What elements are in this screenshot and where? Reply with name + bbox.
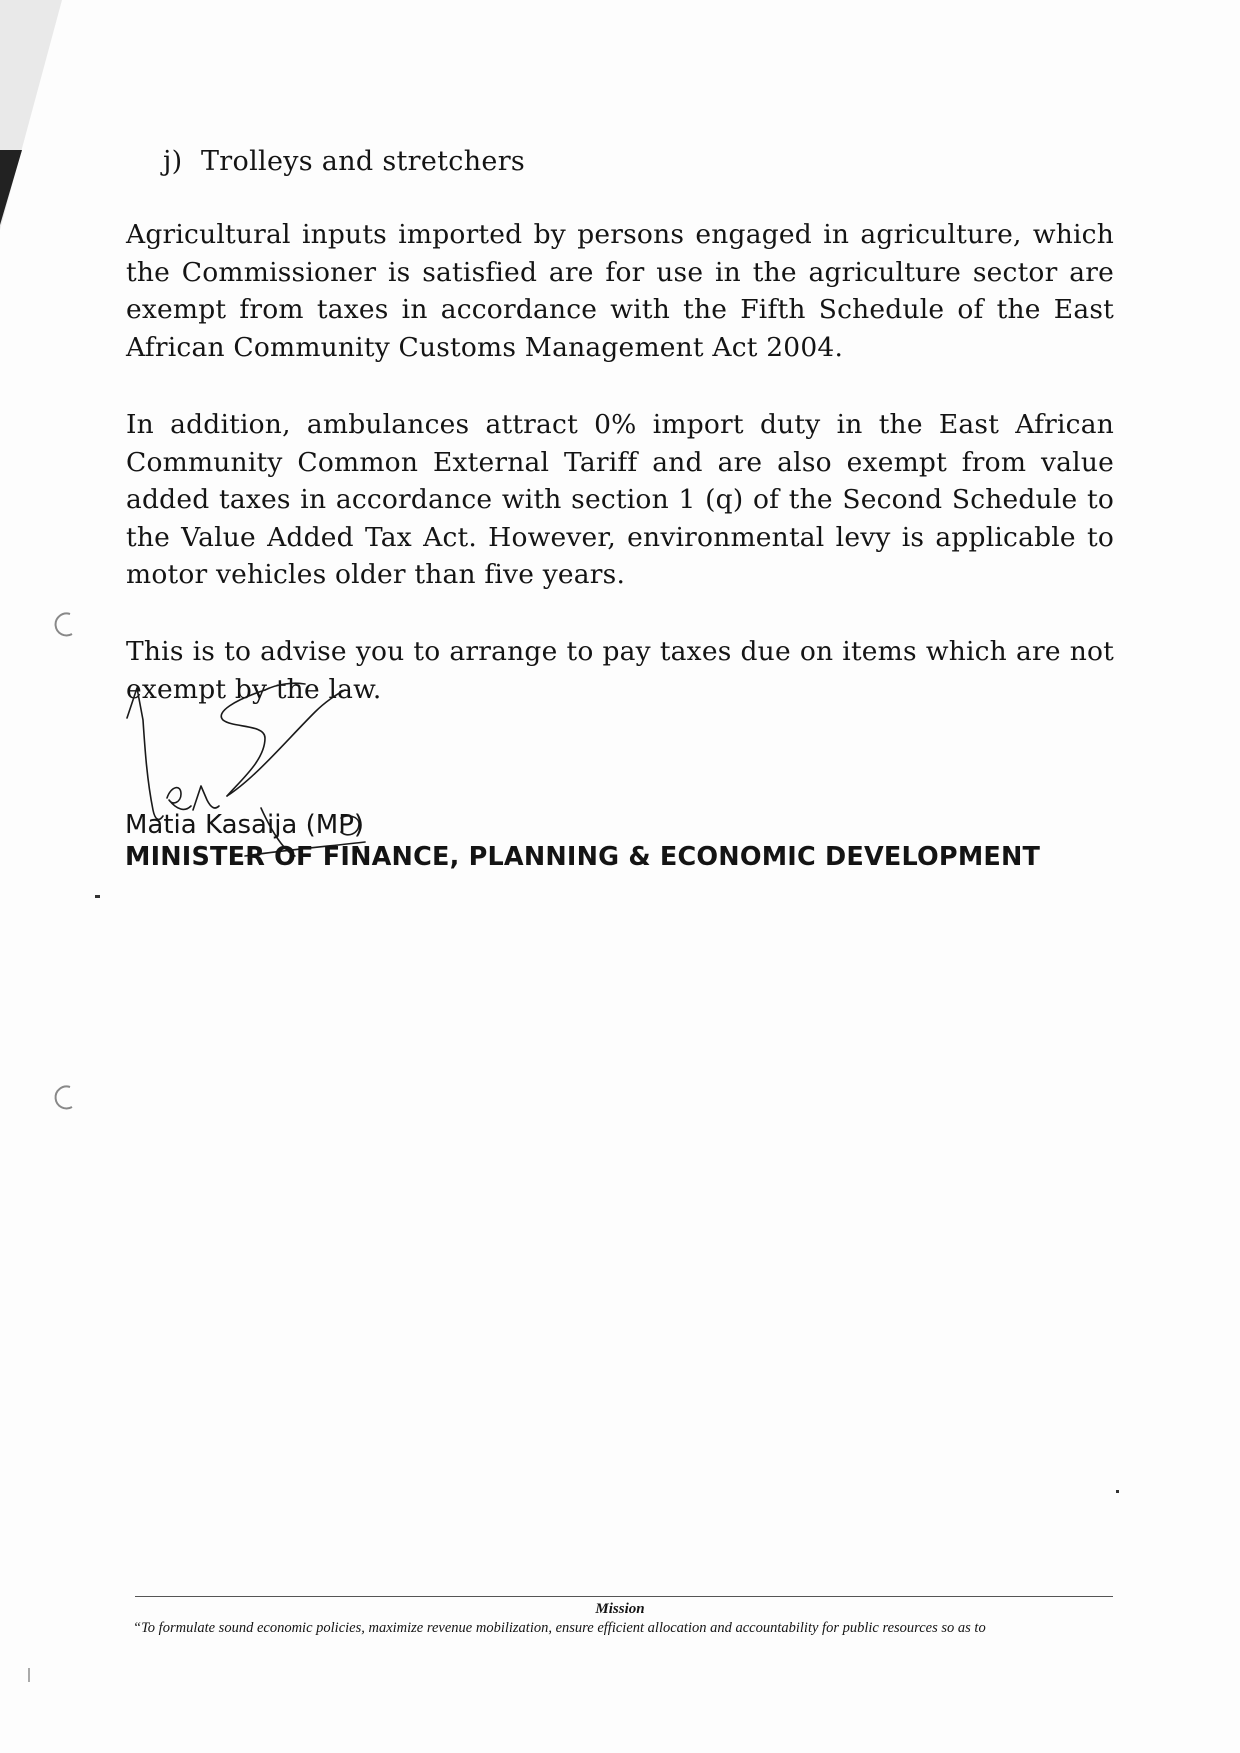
scan-speck (28, 1668, 30, 1682)
list-item-trolleys (163, 146, 525, 177)
paragraph-ambulances: In addition, ambulances attract 0% import duty in the East African Community Common External Tariff and are also exempt from value added taxes in accordance with section 1 (q) of the Second Schedule to the Value Added Tax Act. However, environmental levy is applicable to motor vehicles older than five years. (126, 409, 1114, 590)
footer-divider (135, 1596, 1113, 1597)
scan-speck (1116, 1490, 1119, 1493)
list-marker: j) (163, 146, 183, 177)
signatory-name: Matia Kasaija (MP) (125, 810, 365, 840)
punch-hole-mark (50, 610, 80, 640)
list-item-text: Trolleys and stretchers (201, 146, 526, 177)
scan-speck (95, 895, 100, 898)
punch-hole-mark (50, 1083, 80, 1113)
signatory-title: MINISTER OF FINANCE, PLANNING & ECONOMIC DEVELOPMENT (125, 842, 1041, 872)
mission-statement: “To formulate sound economic policies, maximize revenue mobilization, ensure efficient allocation and accountability for public resources so as to (133, 1620, 986, 1636)
mission-label: Mission (595, 1601, 645, 1617)
paragraph-advice: This is to advise you to arrange to pay taxes due on items which are not exempt by the law. (126, 636, 1114, 705)
page-fold-shadow (0, 0, 120, 230)
paragraph-agricultural-inputs: Agricultural inputs imported by persons engaged in agriculture, which the Commissioner is satisfied are for use in the agriculture sector are exempt from taxes in accordance with the Fifth Schedule of the East African Community Customs Management Act 2004. (126, 219, 1114, 363)
